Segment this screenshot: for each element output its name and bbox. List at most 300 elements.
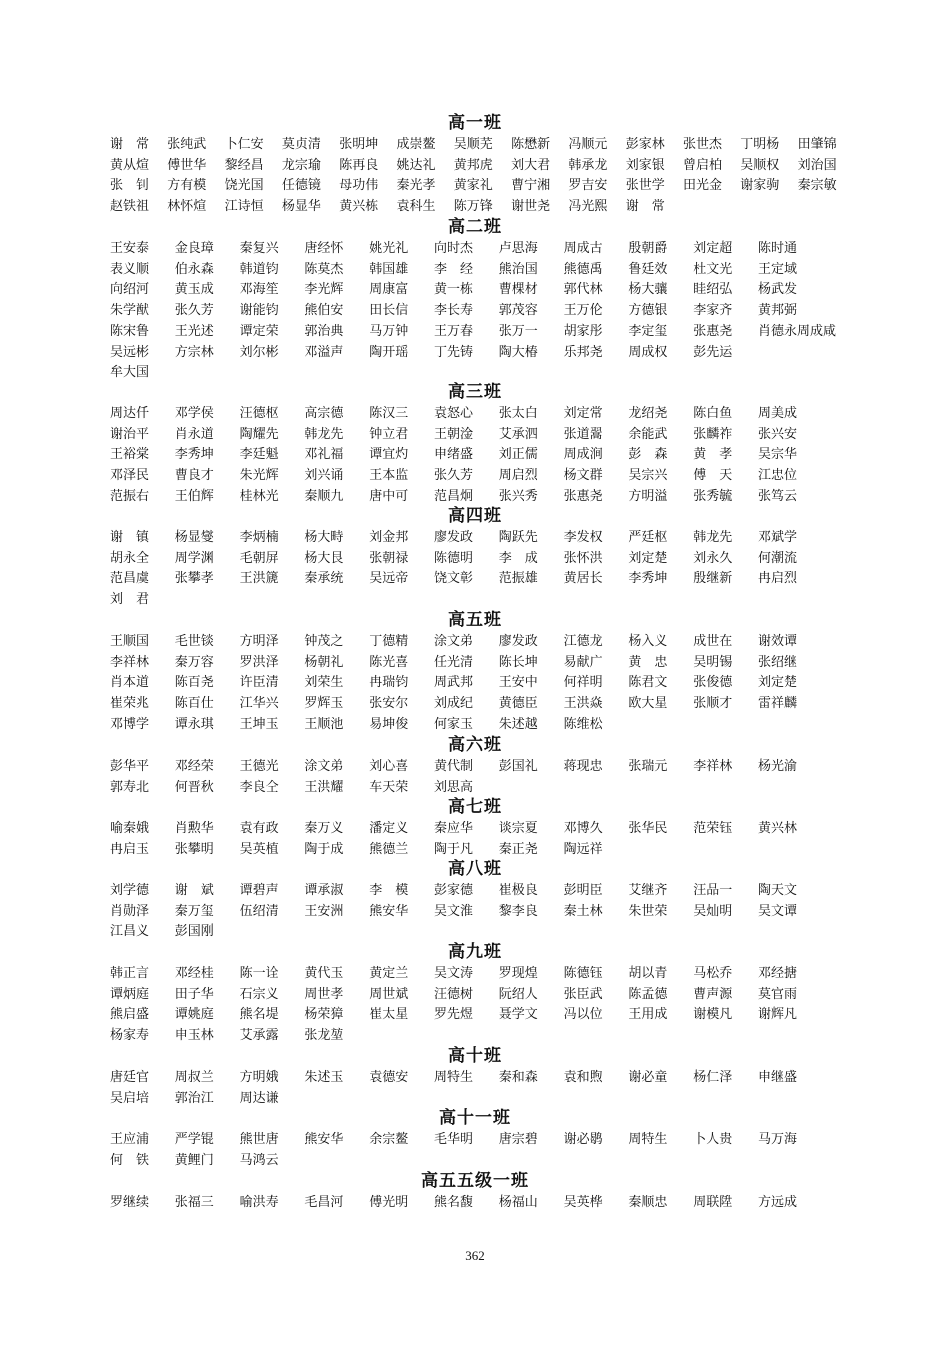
student-name: 谢世尧 (511, 199, 551, 215)
student-name: 彭国刚 (174, 924, 214, 940)
student-name: 黄代玉 (304, 966, 344, 981)
student-name: 向时杰 (434, 241, 474, 256)
student-name: 袁德安 (369, 1070, 409, 1085)
student-name: 王洪焱 (563, 696, 603, 712)
student-name: 方明溢 (628, 488, 668, 504)
student-name: 周达谦 (239, 1090, 279, 1106)
student-name: 李祥林 (693, 759, 733, 774)
name-row (0, 589, 950, 610)
student-name: 罗继续 (110, 1195, 150, 1210)
student-name: 唐中可 (369, 488, 409, 504)
student-name: 谭宜灼 (369, 447, 409, 463)
student-name: 周叔兰 (174, 1070, 214, 1085)
student-name: 秦万容 (174, 654, 214, 670)
name-row (0, 196, 950, 217)
name-row (0, 1150, 950, 1171)
student-name: 谭碧声 (239, 883, 279, 898)
name-row (0, 756, 950, 777)
student-name: 秦宗敏 (797, 178, 837, 194)
student-name: 毛华明 (434, 1132, 474, 1147)
student-name: 王裕棠 (110, 447, 150, 463)
student-name: 周成古 (563, 241, 603, 256)
name-row (0, 1088, 950, 1109)
student-name: 秦顺九 (304, 488, 344, 504)
student-name: 刘正儒 (498, 447, 538, 463)
student-name: 张麟祚 (693, 426, 733, 442)
student-name: 黄 孝 (693, 447, 733, 463)
student-name: 何潮流 (758, 550, 798, 566)
student-name: 陶耀先 (239, 426, 279, 442)
student-name: 黄德臣 (498, 696, 538, 712)
student-name: 张明坤 (339, 137, 379, 152)
student-name: 崔极良 (498, 883, 538, 898)
class-title: 高五班 (448, 610, 502, 630)
student-name: 张安尔 (369, 696, 409, 712)
class-title: 高五五级一班 (421, 1171, 529, 1191)
student-name: 邓经桂 (174, 966, 214, 981)
student-name: 廖发政 (498, 634, 538, 649)
student-name: 肖勋泽 (110, 903, 150, 919)
student-name: 秦正尧 (498, 841, 538, 857)
student-name: 王万春 (434, 323, 474, 339)
student-name: 田长信 (369, 303, 409, 319)
student-name: 唐廷官 (110, 1070, 150, 1085)
student-name: 范荣钰 (693, 821, 733, 836)
student-name: 陈宋鲁 (110, 323, 150, 339)
student-name: 谈宗夏 (498, 821, 538, 836)
student-name: 张绍继 (758, 654, 798, 670)
student-name: 李廷魁 (239, 447, 279, 463)
name-row (0, 672, 950, 693)
student-name: 石宗义 (239, 986, 279, 1002)
student-name: 钟立君 (369, 426, 409, 442)
student-name: 彭明臣 (563, 883, 603, 898)
student-name: 秦顺忠 (628, 1195, 668, 1210)
name-row (0, 238, 950, 259)
student-name: 吴顺权 (740, 157, 780, 173)
student-name: 毛世锬 (174, 634, 214, 649)
student-name: 阮绍人 (498, 986, 538, 1002)
student-name: 陈光喜 (369, 654, 409, 670)
student-name: 李良仝 (239, 779, 279, 795)
student-name: 傅光明 (369, 1195, 409, 1210)
student-name: 吴明锡 (693, 654, 733, 670)
student-name: 王德光 (239, 759, 279, 774)
student-name: 谢家驹 (740, 178, 780, 194)
student-name: 吴英植 (239, 841, 279, 857)
student-name: 秦复兴 (239, 241, 279, 256)
student-name: 方明泽 (239, 634, 279, 649)
student-name: 吴宗华 (758, 447, 798, 463)
student-name: 张福三 (174, 1195, 214, 1210)
student-name: 周联陞 (693, 1195, 733, 1210)
student-name: 王伯辉 (174, 488, 214, 504)
student-name: 崔荣兆 (110, 696, 150, 712)
student-name: 张道翯 (563, 426, 603, 442)
student-name: 黄代制 (434, 759, 474, 774)
student-name: 曹良才 (174, 468, 214, 484)
student-name: 周成权 (628, 344, 668, 360)
student-name: 何 铁 (110, 1152, 150, 1168)
student-name: 刘永久 (693, 550, 733, 566)
name-row (0, 548, 950, 569)
student-name: 杨武发 (758, 282, 798, 298)
student-name: 刘兴诵 (304, 468, 344, 484)
class-title: 高二班 (448, 217, 502, 237)
student-name: 谢 镇 (110, 530, 150, 545)
student-name: 杨文群 (563, 468, 603, 484)
student-name: 唐经怀 (304, 241, 344, 256)
student-name: 张臣武 (563, 986, 603, 1002)
name-row (0, 362, 950, 383)
student-name: 卜人贵 (693, 1132, 733, 1147)
student-name: 冯顺元 (568, 137, 608, 152)
student-name: 张兴安 (758, 426, 798, 442)
name-row (0, 175, 950, 196)
student-name: 陶跃先 (498, 530, 538, 545)
student-name: 向绍河 (110, 282, 150, 298)
class-title: 高七班 (448, 797, 502, 817)
student-name: 熊治国 (498, 261, 538, 277)
student-name: 黎经昌 (224, 157, 264, 173)
student-name: 肖本道 (110, 675, 150, 691)
student-name: 吴宗兴 (628, 468, 668, 484)
student-name: 秦承统 (304, 571, 344, 587)
student-name: 方宗林 (174, 344, 214, 360)
student-name: 方有模 (167, 178, 207, 194)
student-name: 朱述越 (498, 716, 538, 732)
student-name: 张朝禄 (369, 550, 409, 566)
student-name: 邓经荣 (174, 759, 214, 774)
student-name: 王本监 (369, 468, 409, 484)
student-name: 严廷枢 (628, 530, 668, 545)
student-name: 郭茂容 (498, 303, 538, 319)
name-row (0, 777, 950, 798)
student-name: 袁科生 (396, 199, 436, 215)
name-row (0, 1192, 950, 1213)
student-name: 郭代林 (563, 282, 603, 298)
student-name: 郭治典 (304, 323, 344, 339)
student-name: 钟茂之 (304, 634, 344, 649)
student-name: 王万伦 (563, 303, 603, 319)
student-name: 眭绍弘 (693, 282, 733, 298)
student-name: 黄家礼 (453, 178, 493, 194)
student-name: 韩道钧 (239, 261, 279, 277)
student-name: 张久芳 (174, 303, 214, 319)
student-name: 王安中 (498, 675, 538, 691)
student-name: 谢模凡 (693, 1007, 733, 1023)
student-name: 王安泰 (110, 241, 150, 256)
student-name: 江华兴 (239, 696, 279, 712)
student-name: 张笃云 (758, 488, 798, 504)
student-name: 邓斌学 (758, 530, 798, 545)
student-name: 张太白 (498, 406, 538, 421)
student-name: 喻秦娥 (110, 821, 150, 836)
student-name: 秦土林 (563, 903, 603, 919)
student-name: 陈孟德 (628, 986, 668, 1002)
student-name: 谭炳庭 (110, 986, 150, 1002)
student-name: 陈百仕 (174, 696, 214, 712)
student-name: 李 模 (369, 883, 409, 898)
student-name: 肖永道 (174, 426, 214, 442)
student-name: 乐邦尧 (563, 344, 603, 360)
student-name: 傅 天 (693, 468, 733, 484)
student-name: 彭 森 (628, 447, 668, 463)
student-name: 陈德明 (434, 550, 474, 566)
student-name: 艾继齐 (628, 883, 668, 898)
student-name: 伍绍清 (239, 903, 279, 919)
student-name: 杨荣獐 (304, 1007, 344, 1023)
student-name: 熊德兰 (369, 841, 409, 857)
student-name: 周成涧 (563, 447, 603, 463)
class-title: 高六班 (448, 735, 502, 755)
student-name: 黄玉成 (174, 282, 214, 298)
name-row (0, 693, 950, 714)
student-name: 谢 常 (110, 137, 150, 152)
student-name: 田子华 (174, 986, 214, 1002)
student-name: 曹声源 (693, 986, 733, 1002)
student-name: 张秀毓 (693, 488, 733, 504)
student-name: 陈白鱼 (693, 406, 733, 421)
student-name: 张纯武 (167, 137, 207, 152)
student-name: 陶大椿 (498, 344, 538, 360)
student-name: 李定玺 (628, 323, 668, 339)
student-name: 王洪篪 (239, 571, 279, 587)
student-name: 余宗鳌 (369, 1132, 409, 1147)
student-name: 谢效谭 (758, 634, 798, 649)
student-name: 周达仟 (110, 406, 150, 421)
student-name: 陈汉三 (369, 406, 409, 421)
student-name: 李长寿 (434, 303, 474, 319)
student-name: 彭家德 (434, 883, 474, 898)
student-name: 冯以位 (563, 1007, 603, 1023)
student-name: 谢必鹖 (563, 1132, 603, 1147)
name-row (0, 134, 950, 155)
student-name: 熊德禹 (563, 261, 603, 277)
student-name: 毛朝屏 (239, 550, 279, 566)
student-name: 冯光熙 (568, 199, 608, 215)
student-name: 罗洪泽 (239, 654, 279, 670)
student-name: 张华民 (628, 821, 668, 836)
student-name: 喻洪寿 (239, 1195, 279, 1210)
student-name: 吴文涛 (434, 966, 474, 981)
student-name: 张惠尧 (563, 488, 603, 504)
student-name: 陈懋新 (511, 137, 551, 152)
student-name: 殷继新 (693, 571, 733, 587)
student-name: 陈再良 (339, 157, 379, 173)
student-name: 谢治平 (110, 426, 150, 442)
name-row (0, 984, 950, 1005)
student-name: 欧大星 (628, 696, 668, 712)
student-name: 汪德枢 (239, 406, 279, 421)
student-name: 刘大君 (511, 157, 551, 173)
student-name: 汪德树 (434, 986, 474, 1002)
student-name: 莫贞清 (281, 137, 321, 152)
student-name: 李 经 (434, 261, 474, 277)
name-row (0, 342, 950, 363)
student-name: 周特生 (628, 1132, 668, 1147)
student-name: 高宗德 (304, 406, 344, 421)
student-name: 王朝淦 (434, 426, 474, 442)
student-name: 毛昌河 (304, 1195, 344, 1210)
student-name: 陈长坤 (498, 654, 538, 670)
student-name: 谢 常 (625, 199, 665, 215)
student-name: 陶开瑶 (369, 344, 409, 360)
student-name: 丁先铸 (434, 344, 474, 360)
student-name: 黄邦弼 (758, 303, 798, 319)
student-name: 肖德永周成咸 (758, 323, 837, 339)
name-row (0, 259, 950, 280)
student-name: 杨显燮 (174, 530, 214, 545)
student-name: 吴顺芜 (453, 137, 493, 152)
name-row (0, 1067, 950, 1088)
student-name: 罗先煜 (434, 1007, 474, 1023)
student-name: 谭定荣 (239, 323, 279, 339)
student-name: 胡以青 (628, 966, 668, 981)
student-name: 崔太星 (369, 1007, 409, 1023)
student-name: 方明娥 (239, 1070, 279, 1085)
student-name: 吴启培 (110, 1090, 150, 1106)
student-name: 邓博学 (110, 716, 150, 732)
student-name: 黄从煊 (110, 157, 150, 173)
student-name: 申继盛 (758, 1070, 798, 1085)
student-name: 李炳楠 (239, 530, 279, 545)
student-name: 张怀洪 (563, 550, 603, 566)
student-name: 张龙堃 (304, 1028, 344, 1044)
student-name: 丁德精 (369, 634, 409, 649)
student-name: 饶文彰 (434, 571, 474, 587)
student-name: 刘定楚 (628, 550, 668, 566)
student-name: 黄兴林 (758, 821, 798, 836)
student-name: 卢思海 (498, 241, 538, 256)
student-name: 吴远彬 (110, 344, 150, 360)
student-name: 刘荣生 (304, 675, 344, 691)
student-name: 陈德钰 (563, 966, 603, 981)
student-name: 杜文光 (693, 261, 733, 277)
student-name: 田光金 (683, 178, 723, 194)
student-name: 彭家林 (625, 137, 665, 152)
name-row (0, 652, 950, 673)
name-row (0, 279, 950, 300)
student-name: 丁明杨 (740, 137, 780, 152)
student-name: 周康富 (369, 282, 409, 298)
student-name: 何家玉 (434, 716, 474, 732)
student-name: 秦万玺 (174, 903, 214, 919)
page-number: 362 (465, 1248, 485, 1263)
student-name: 艾承泗 (498, 426, 538, 442)
name-row (0, 963, 950, 984)
student-name: 熊安华 (369, 903, 409, 919)
name-row (0, 155, 950, 176)
student-name: 周美成 (758, 406, 798, 421)
student-name: 周特生 (434, 1070, 474, 1085)
name-row (0, 921, 950, 942)
student-name: 李光辉 (304, 282, 344, 298)
student-name: 车天荣 (369, 779, 409, 795)
student-name: 刘 君 (110, 592, 150, 608)
name-row (0, 1004, 950, 1025)
student-name: 周世孝 (304, 986, 344, 1002)
student-name: 吴英桦 (563, 1195, 603, 1210)
student-name: 黄 忠 (628, 654, 668, 670)
student-name: 牟大国 (110, 365, 150, 381)
student-name: 谢必童 (628, 1070, 668, 1085)
student-name: 鲁廷效 (628, 261, 668, 277)
name-row (0, 321, 950, 342)
student-name: 谭姚庭 (174, 1007, 214, 1023)
student-name: 刘定超 (693, 241, 733, 256)
student-name: 罗现煌 (498, 966, 538, 981)
student-name: 周武邦 (434, 675, 474, 691)
student-name: 江昌义 (110, 924, 150, 940)
student-name: 张俊德 (693, 675, 733, 691)
name-row (0, 631, 950, 652)
student-name: 秦和森 (498, 1070, 538, 1085)
student-name: 韩龙先 (693, 530, 733, 545)
student-name: 张攀孝 (174, 571, 214, 587)
student-name: 郭治江 (174, 1090, 214, 1106)
student-name: 刘心喜 (369, 759, 409, 774)
student-name: 莫官雨 (758, 986, 798, 1002)
student-name: 马鸿云 (239, 1152, 279, 1168)
student-name: 曾启柏 (683, 157, 723, 173)
student-name: 谢辉凡 (758, 1007, 798, 1023)
student-name: 张世学 (625, 178, 665, 194)
student-name: 饶光国 (224, 178, 264, 194)
student-name: 邓溢声 (304, 344, 344, 360)
student-name: 范振雄 (498, 571, 538, 587)
student-name: 申绪盛 (434, 447, 474, 463)
student-name: 陈百尧 (174, 675, 214, 691)
student-name: 吴灿明 (693, 903, 733, 919)
student-name: 王顺国 (110, 634, 150, 649)
student-name: 张顺才 (693, 696, 733, 712)
student-name: 罗辉玉 (304, 696, 344, 712)
student-name: 卜仁安 (224, 137, 264, 152)
student-name: 任德镜 (281, 178, 321, 194)
student-name: 张万一 (498, 323, 538, 339)
student-name: 汪品一 (693, 883, 733, 898)
student-name: 刘定楚 (758, 675, 798, 691)
student-name: 胡家彤 (563, 323, 603, 339)
student-name: 江德龙 (563, 634, 603, 649)
student-name: 朱学猷 (110, 303, 150, 319)
student-name: 王坤玉 (239, 716, 279, 732)
student-name: 陈万锋 (453, 199, 493, 215)
student-name: 涂文弟 (304, 759, 344, 774)
student-name: 刘家银 (625, 157, 665, 173)
student-name: 朱述玉 (304, 1070, 344, 1085)
student-name: 邓博久 (563, 821, 603, 836)
name-row (0, 486, 950, 507)
student-name: 易坤俊 (369, 716, 409, 732)
student-name: 余能武 (628, 426, 668, 442)
student-name: 彭华平 (110, 759, 150, 774)
class-title: 高十一班 (439, 1108, 511, 1128)
student-name: 邓泽民 (110, 468, 150, 484)
student-name: 杨大骧 (628, 282, 668, 298)
student-name: 周世斌 (369, 986, 409, 1002)
student-name: 成世在 (693, 634, 733, 649)
student-name: 李家齐 (693, 303, 733, 319)
student-name: 任光清 (434, 654, 474, 670)
student-name: 谢 斌 (174, 883, 214, 898)
name-row (0, 1025, 950, 1046)
student-name: 王顺池 (304, 716, 344, 732)
student-name: 熊启盛 (110, 1007, 150, 1023)
student-name: 刘金邦 (369, 530, 409, 545)
student-name: 杨福山 (498, 1195, 538, 1210)
